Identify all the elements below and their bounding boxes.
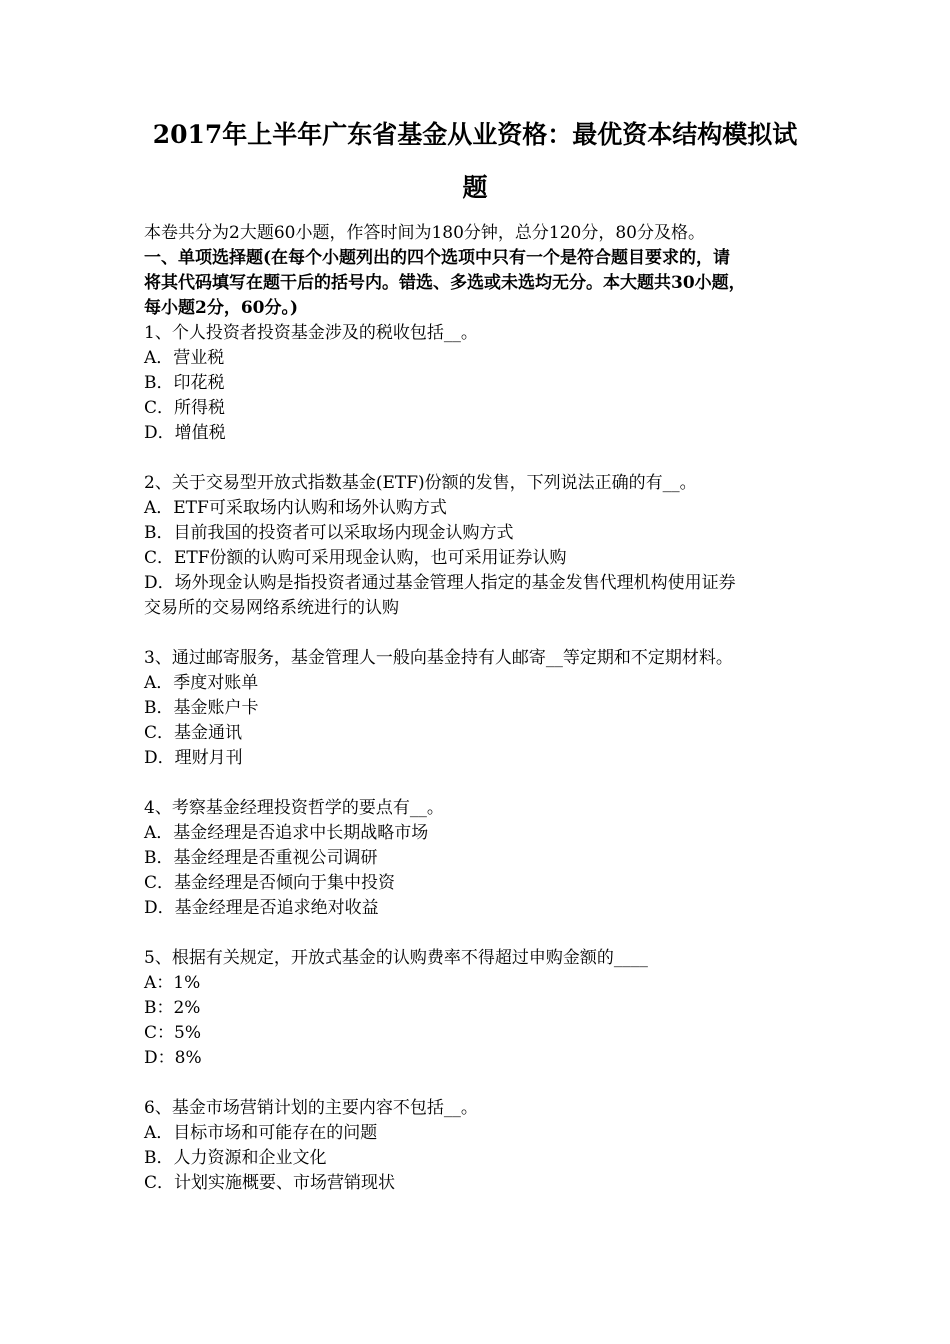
option-a: A．季度对账单 <box>144 673 259 693</box>
blank-line <box>144 921 814 946</box>
option-a: A：1% <box>144 973 201 993</box>
section-heading-line: 每小题2分，60分。) <box>144 298 299 318</box>
question-stem: 3、通过邮寄服务，基金管理人一般向基金持有人邮寄__等定期和不定期材料。 <box>144 648 733 668</box>
blank-line <box>144 771 814 796</box>
option-d-continued: 交易所的交易网络系统进行的认购 <box>144 598 399 618</box>
document-body <box>144 221 814 1196</box>
option-c: C．基金通讯 <box>144 723 243 743</box>
question-stem: 6、基金市场营销计划的主要内容不包括__。 <box>144 1098 478 1118</box>
question-stem: 4、考察基金经理投资哲学的要点有__。 <box>144 798 444 818</box>
section-heading-line: 将其代码填写在题干后的括号内。错选、多选或未选均无分。本大题共30小题， <box>144 273 746 293</box>
option-b: B．基金账户卡 <box>144 698 259 718</box>
question-4 <box>144 796 814 921</box>
section-heading <box>144 246 814 321</box>
option-b: B：2% <box>144 998 201 1018</box>
question-stem: 5、根据有关规定，开放式基金的认购费率不得超过申购金额的____ <box>144 948 648 968</box>
option-d: D：8% <box>144 1048 202 1068</box>
option-c: C．所得税 <box>144 398 226 418</box>
option-b: B．基金经理是否重视公司调研 <box>144 848 378 868</box>
section-heading-line: 一、单项选择题(在每个小题列出的四个选项中只有一个是符合题目要求的，请 <box>144 248 731 268</box>
document-title-line-1: 2017年上半年广东省基金从业资格：最优资本结构模拟试 <box>152 120 798 149</box>
option-b: B．印花税 <box>144 373 225 393</box>
question-3 <box>144 646 814 771</box>
blank-line <box>144 1071 814 1096</box>
option-b: B．人力资源和企业文化 <box>144 1148 327 1168</box>
question-5 <box>144 946 814 1071</box>
question-stem: 2、关于交易型开放式指数基金(ETF)份额的发售，下列说法正确的有__。 <box>144 473 697 493</box>
option-d: D．场外现金认购是指投资者通过基金管理人指定的基金发售代理机构使用证券 <box>144 573 736 593</box>
option-c: C：5% <box>144 1023 201 1043</box>
exam-intro: 本卷共分为2大题60小题，作答时间为180分钟，总分120分，80分及格。 <box>144 223 705 243</box>
option-d: D．增值税 <box>144 423 226 443</box>
option-a: A．基金经理是否追求中长期战略市场 <box>144 823 429 843</box>
option-c: C．基金经理是否倾向于集中投资 <box>144 873 396 893</box>
option-a: A．营业税 <box>144 348 225 368</box>
blank-line <box>144 621 814 646</box>
option-c: C．ETF份额的认购可采用现金认购，也可采用证券认购 <box>144 548 567 568</box>
blank-line <box>144 446 814 471</box>
option-c: C．计划实施概要、市场营销现状 <box>144 1173 396 1193</box>
question-1 <box>144 321 814 446</box>
question-stem: 1、个人投资者投资基金涉及的税收包括__。 <box>144 323 478 343</box>
document-title-line-2: 题 <box>462 173 488 202</box>
option-d: D．理财月刊 <box>144 748 243 768</box>
option-a: A．ETF可采取场内认购和场外认购方式 <box>144 498 447 518</box>
question-2 <box>144 471 814 621</box>
option-b: B．目前我国的投资者可以采取场内现金认购方式 <box>144 523 514 543</box>
question-6 <box>144 1096 814 1196</box>
option-d: D．基金经理是否追求绝对收益 <box>144 898 379 918</box>
option-a: A．目标市场和可能存在的问题 <box>144 1123 378 1143</box>
